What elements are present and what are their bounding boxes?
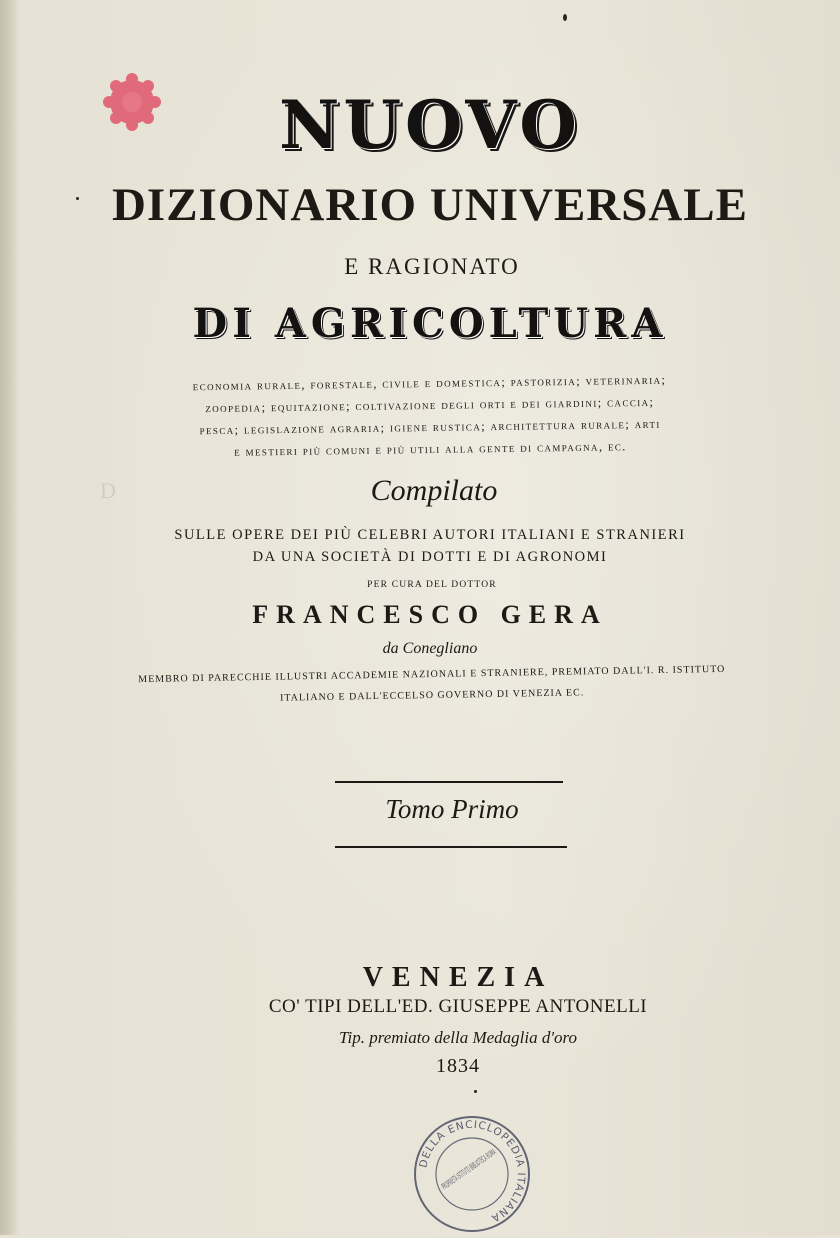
title-ragionato: E RAGIONATO	[344, 254, 520, 279]
subjects-line: economia rurale, forestale, civile e domestica; pastorizia; veterinaria;	[192, 372, 667, 394]
subjects-line: pesca; legislazione agraria; igiene rustica; architettura rurale; arti	[199, 416, 661, 438]
volume-label: Tomo Primo	[385, 794, 519, 824]
ink-speck	[474, 1090, 477, 1093]
volume-rule-bottom	[335, 846, 567, 848]
author-origin: da Conegliano	[382, 640, 478, 657]
imprint-printer: CO' TIPI DELL'ED. GIUSEPPE ANTONELLI	[268, 996, 648, 1017]
subjects-block	[9, 366, 840, 466]
subjects-line: e mestieri più comuni e più utili alla gente di campagna, ec.	[234, 439, 627, 459]
ink-speck	[563, 14, 567, 21]
author-credentials	[12, 657, 840, 714]
subjects-line: zoopedia; equitazione; coltivazione degli orti e dei giardini; caccia;	[205, 394, 655, 416]
title-agricoltura: DI AGRICOLTURA	[192, 300, 668, 347]
bleed-through-text: D	[100, 478, 116, 503]
editor-prefix: PER CURA DEL DOTTOR	[367, 580, 497, 590]
imprint-place: VENEZIA	[362, 962, 554, 993]
sources-block	[10, 524, 840, 568]
stamp-inner-text: PROPRIETÀ ISTITUTO BIBLIOTECA	[440, 1115, 534, 1193]
title-dizionario: DIZIONARIO UNIVERSALE	[111, 179, 749, 231]
credentials-line: MEMBRO DI PARECCHIE ILLUSTRI ACCADEMIE NAZIONALI E STRANIERE, PREMIATO DALL'I. R. ISTITUTO	[138, 663, 726, 686]
volume-rule-top	[335, 781, 563, 783]
sources-line: SULLE OPERE DEI PIÙ CELEBRI AUTORI ITALIANI E STRANIERI	[174, 527, 686, 543]
imprint-year: 1834	[436, 1055, 480, 1077]
title-nuovo: NUOVO	[279, 86, 581, 164]
author-name: FRANCESCO GERA	[252, 600, 608, 629]
compilato-heading: Compilato	[370, 474, 498, 507]
credentials-line: ITALIANO E DALL'ECCELSO GOVERNO DI VENEZIA EC.	[279, 687, 585, 704]
stamp-ring-text: DELLA ENCICLOPEDIA ITALIANA	[417, 1118, 528, 1225]
library-stamp	[410, 1115, 534, 1233]
imprint-award: Tip. premiato della Medaglia d'oro	[338, 1028, 577, 1047]
sources-line: DA UNA SOCIETÀ DI DOTTI E DI AGRONOMI	[252, 549, 608, 565]
ink-speck	[76, 197, 79, 200]
